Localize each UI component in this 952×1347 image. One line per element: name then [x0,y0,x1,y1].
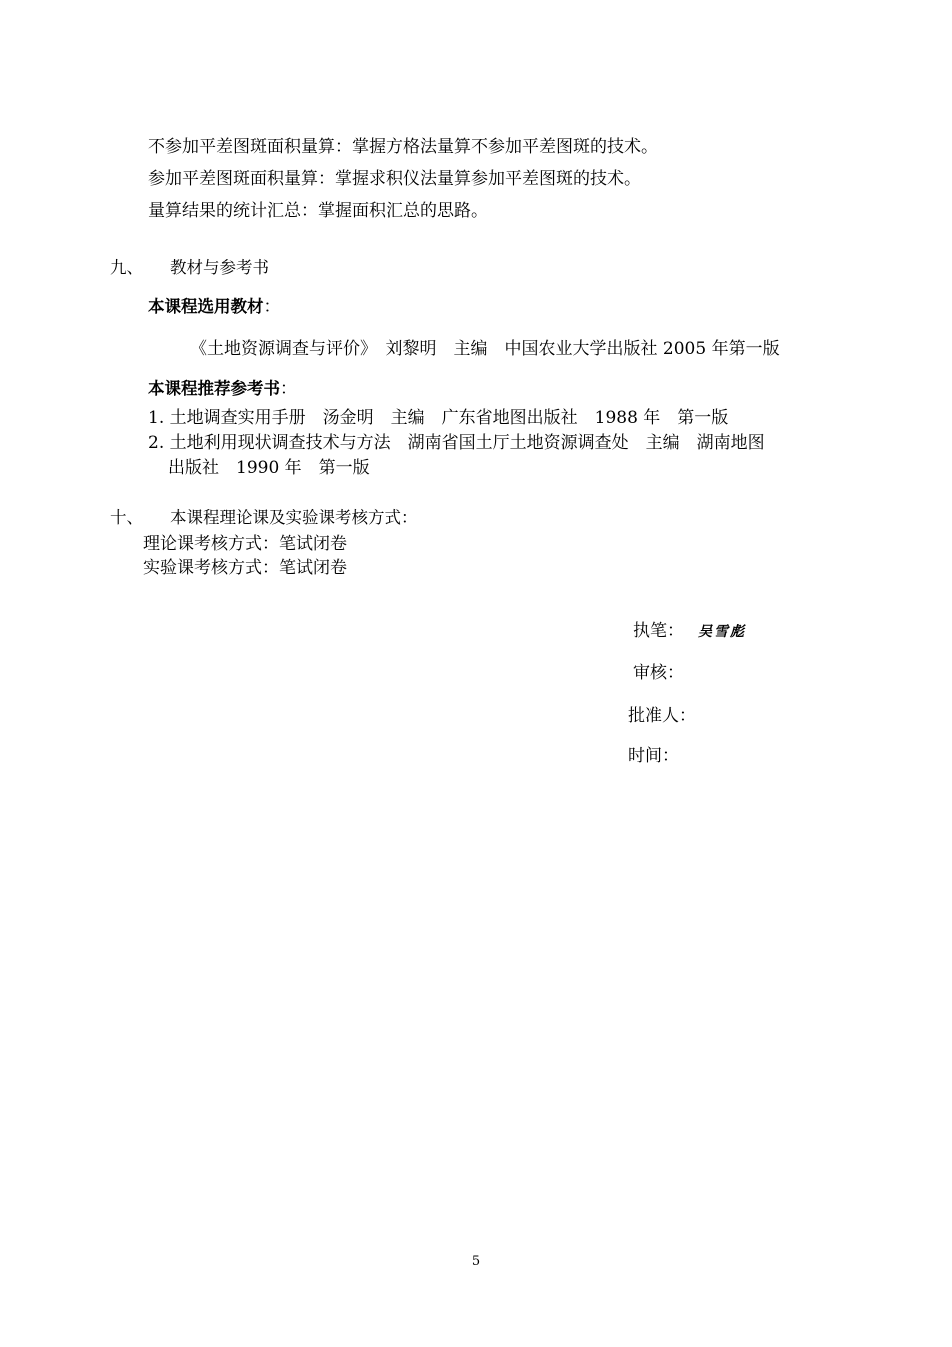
reference-2-line-2: 出版社 1990 年 第一版 [168,458,370,478]
section8-line-1: 不参加平差图斑面积量算：掌握方格法量算不参加平差图斑的技术。 [148,137,658,157]
author-label: 执笔： [633,621,684,641]
section8-line-2: 参加平差图斑面积量算：掌握求积仪法量算参加平差图斑的技术。 [148,169,641,189]
section10-number: 十、 [110,508,143,527]
theory-assessment: 理论课考核方式：笔试闭卷 [143,534,347,554]
author-line [633,620,746,643]
section10-heading [110,507,418,529]
textbook-heading-label: 本课程选用教材 [148,297,264,316]
lab-assessment: 实验课考核方式：笔试闭卷 [143,558,347,578]
refs-heading [148,378,297,400]
textbook-heading-colon: ： [263,297,281,317]
date-label: 时间： [628,746,679,766]
textbook-heading [148,296,281,318]
section9-heading [110,257,269,279]
textbook-entry: 《土地资源调查与评价》 刘黎明 主编 中国农业大学出版社 2005 年第一版 [190,339,780,359]
section9-number: 九、 [110,258,143,277]
section9-title: 教材与参考书 [170,258,269,277]
section8-line-3: 量算结果的统计汇总：掌握面积汇总的思路。 [148,201,488,221]
page-number: 5 [471,1254,481,1269]
refs-heading-label: 本课程推荐参考书 [148,379,280,398]
reference-2-line-1: 2. 土地利用现状调查技术与方法 湖南省国土厅土地资源调查处 主编 湖南地图 [148,433,765,453]
refs-heading-colon: ： [280,379,297,399]
reference-1: 1. 土地调查实用手册 汤金明 主编 广东省地图出版社 1988 年 第一版 [148,408,729,428]
author-signature: 吴雪彪 [698,624,746,640]
reviewer-label: 审核： [633,663,684,683]
section10-title: 本课程理论课及实验课考核方式： [170,508,418,527]
approver-label: 批准人： [628,706,696,726]
